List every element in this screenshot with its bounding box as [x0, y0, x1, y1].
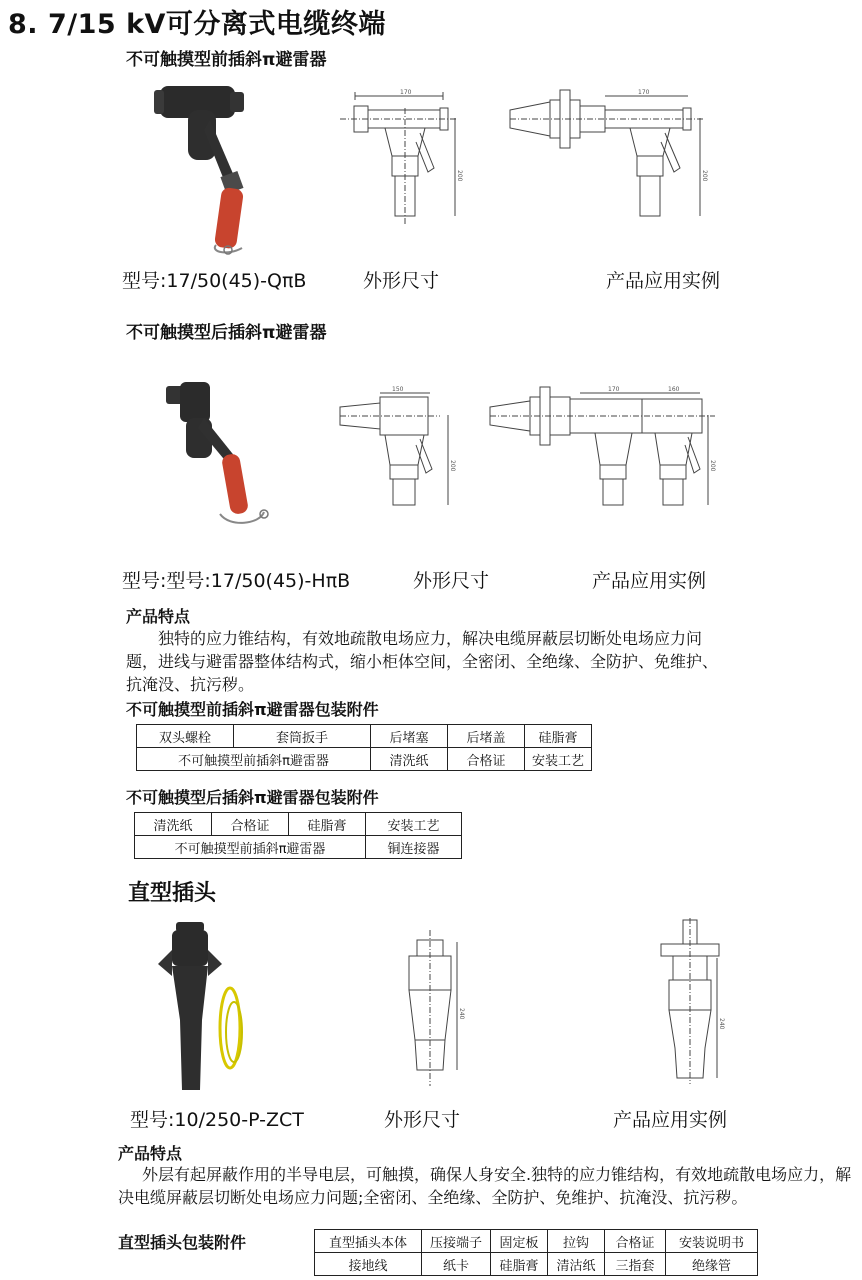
- table-cell: 套筒扳手: [234, 725, 371, 748]
- table-cell: 安装工艺: [366, 813, 462, 836]
- table-row: [135, 836, 462, 859]
- straight-plug-application-drawing: [655, 918, 725, 1088]
- table-cell: 拉钩: [548, 1230, 605, 1253]
- table-cell: 不可触摸型前插斜π避雷器: [135, 836, 366, 859]
- table-cell: 硅脂膏: [289, 813, 366, 836]
- pack1-heading: 不可触摸型前插斜π避雷器包装附件: [126, 700, 379, 719]
- table-cell: 绝缘管: [666, 1253, 758, 1276]
- section2-model: 型号:型号:17/50(45)-HπB: [122, 570, 351, 592]
- rear-arrester-photo: [160, 378, 280, 528]
- front-arrester-dimension-drawing: [340, 88, 465, 233]
- section3-dimension-caption: 外形尺寸: [384, 1109, 461, 1131]
- pack3-table: [314, 1229, 758, 1276]
- svg-text:170: 170: [400, 89, 412, 96]
- table-row: [135, 813, 462, 836]
- table-cell: 直型插头本体: [315, 1230, 422, 1253]
- section1-dimension-caption: 外形尺寸: [363, 270, 440, 292]
- table-cell: 接地线: [315, 1253, 422, 1276]
- table-cell: 后堵塞: [371, 725, 448, 748]
- svg-text:200: 200: [709, 460, 716, 472]
- table-cell: 后堵盖: [448, 725, 525, 748]
- svg-text:150: 150: [392, 386, 404, 393]
- features1-text: 独特的应力锥结构，有效地疏散电场应力，解决电缆屏蔽层切断处电场应力问题，进线与避雷器整体结构式，缩小柜体空间，全密闭、全绝缘、全防护、免维护、抗淹没、抗污秽。: [126, 629, 719, 694]
- pack2-table: [134, 812, 462, 859]
- table-row: [315, 1253, 758, 1276]
- table-cell: 合格证: [605, 1230, 666, 1253]
- pack3-heading: 直型插头包装附件: [118, 1233, 247, 1252]
- table-row: [137, 725, 592, 748]
- svg-text:170: 170: [608, 386, 620, 393]
- table-cell: 清洗纸: [135, 813, 212, 836]
- table-cell: 铜连接器: [366, 836, 462, 859]
- rear-arrester-dimension-drawing: [340, 385, 460, 510]
- table-cell: 固定板: [491, 1230, 548, 1253]
- section1-application-caption: 产品应用实例: [606, 270, 721, 292]
- section3-model: 型号:10/250-P-ZCT: [130, 1109, 304, 1131]
- features1-heading: 产品特点: [126, 607, 191, 626]
- section3-application-caption: 产品应用实例: [613, 1109, 728, 1131]
- table-cell: 清洗纸: [371, 748, 448, 771]
- section3-heading: 直型插头: [128, 881, 217, 906]
- svg-text:240: 240: [458, 1008, 465, 1020]
- pack1-table: [136, 724, 592, 771]
- section1-model: 型号:17/50(45)-QπB: [122, 270, 307, 292]
- svg-text:170: 170: [638, 89, 650, 96]
- table-cell: 硅脂膏: [491, 1253, 548, 1276]
- section2-application-caption: 产品应用实例: [592, 570, 707, 592]
- features2-heading: 产品特点: [118, 1144, 183, 1163]
- rear-arrester-application-drawing: [490, 385, 720, 510]
- svg-text:240: 240: [718, 1018, 725, 1030]
- table-cell: 三指套: [605, 1253, 666, 1276]
- table-cell: 合格证: [212, 813, 289, 836]
- straight-plug-photo: [150, 920, 250, 1095]
- table-row: [315, 1230, 758, 1253]
- front-arrester-application-drawing: [510, 88, 715, 233]
- section1-heading: 不可触摸型前插斜π避雷器: [126, 50, 327, 70]
- front-arrester-photo: [150, 80, 270, 255]
- svg-text:160: 160: [668, 386, 680, 393]
- table-cell: 纸卡: [422, 1253, 491, 1276]
- table-cell: 合格证: [448, 748, 525, 771]
- table-cell: 硅脂膏: [525, 725, 592, 748]
- section2-heading: 不可触摸型后插斜π避雷器: [126, 323, 327, 343]
- table-cell: 安装工艺: [525, 748, 592, 771]
- page-title: 8. 7/15 kV可分离式电缆终端: [8, 9, 386, 40]
- table-cell: 压接端子: [422, 1230, 491, 1253]
- straight-plug-dimension-drawing: [395, 930, 465, 1090]
- table-row: [137, 748, 592, 771]
- table-cell: 不可触摸型前插斜π避雷器: [137, 748, 371, 771]
- table-cell: 双头螺栓: [137, 725, 234, 748]
- table-cell: 清沽纸: [548, 1253, 605, 1276]
- pack2-heading: 不可触摸型后插斜π避雷器包装附件: [126, 788, 379, 807]
- features2-text: 外层有起屏蔽作用的半导电层，可触摸，确保人身安全.独特的应力锥结构，有效地疏散电场应力，解决电缆屏蔽层切断处电场应力问题;全密闭、全绝缘、全防护、免维护、抗淹没、抗污秽。: [118, 1165, 852, 1207]
- section2-dimension-caption: 外形尺寸: [413, 570, 490, 592]
- svg-text:200: 200: [456, 170, 463, 182]
- svg-text:200: 200: [449, 460, 456, 472]
- svg-text:200: 200: [701, 170, 708, 182]
- table-cell: 安装说明书: [666, 1230, 758, 1253]
